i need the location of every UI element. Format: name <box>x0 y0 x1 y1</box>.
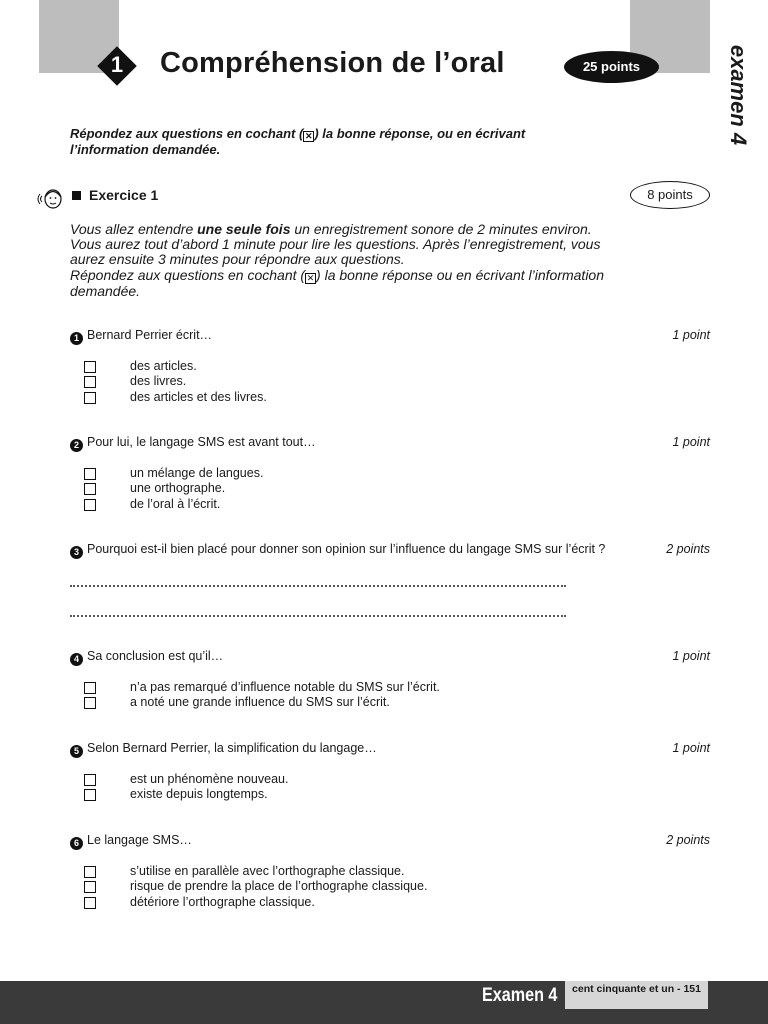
checked-box-icon: ✕ <box>306 272 315 283</box>
question-1 <box>70 328 710 405</box>
option-text: détériore l’orthographe classique. <box>130 894 315 909</box>
question-number: 1 <box>70 332 83 345</box>
answer-option <box>70 466 710 481</box>
answer-option <box>70 359 710 374</box>
answer-checkbox[interactable] <box>84 881 96 893</box>
answer-option <box>70 787 710 802</box>
option-text: un mélange de langues. <box>130 466 264 480</box>
instructions-part1: Répondez aux questions en cochant ( <box>70 126 304 141</box>
option-text: risque de prendre la place de l’orthographe classique. <box>130 879 428 894</box>
exercise-header <box>37 184 717 212</box>
section-number: 1 <box>110 52 124 77</box>
exercise-bullet <box>72 191 81 200</box>
question-points: 1 point <box>672 649 710 663</box>
answer-option <box>70 680 710 695</box>
section-points-badge: 25 points <box>564 51 659 83</box>
intro-line3b: ) la bonne réponse ou en écrivant l’information demandée. <box>70 266 604 299</box>
question-number: 4 <box>70 653 83 666</box>
section-instructions <box>70 126 590 158</box>
question-text: Sa conclusion est qu’il… <box>87 649 224 663</box>
question-2 <box>70 435 710 512</box>
question-text: Pourquoi est-il bien placé pour donner son opinion sur l’influence du langage SMS sur l’écrit ? <box>87 542 606 556</box>
answer-option <box>70 695 710 710</box>
question-points: 1 point <box>672 741 710 755</box>
question-3 <box>70 542 710 558</box>
option-text: une orthographe. <box>130 481 226 496</box>
footer-exam-label: Examen 4 <box>482 985 558 1006</box>
option-text: n’a pas remarqué d’influence notable du SMS sur l’écrit. <box>130 680 440 694</box>
answer-line-2[interactable] <box>70 613 566 617</box>
answer-option <box>70 390 710 405</box>
answer-option <box>70 879 710 894</box>
answer-checkbox[interactable] <box>84 697 96 709</box>
option-text: est un phénomène nouveau. <box>130 772 289 786</box>
intro-c: un enregistrement sonore de 2 minutes environ. <box>290 221 592 237</box>
answer-checkbox[interactable] <box>84 361 96 373</box>
intro-b: une seule fois <box>197 221 291 237</box>
option-text: a noté une grande influence du SMS sur l’écrit. <box>130 695 390 710</box>
answer-option <box>70 864 710 879</box>
headphones-listening-icon <box>37 184 67 212</box>
question-6 <box>70 833 710 910</box>
question-points: 2 points <box>666 542 710 556</box>
instructions-part2: ) la bonne réponse, ou en écrivant l’information demandée. <box>70 126 526 157</box>
answer-option <box>70 481 710 496</box>
intro-a: Vous allez entendre <box>70 221 198 237</box>
answer-option <box>70 374 710 389</box>
answer-checkbox[interactable] <box>84 866 96 878</box>
question-text: Bernard Perrier écrit… <box>87 328 213 342</box>
question-number: 6 <box>70 837 83 850</box>
answer-checkbox[interactable] <box>84 774 96 786</box>
answer-checkbox[interactable] <box>84 376 96 388</box>
answer-checkbox[interactable] <box>84 499 96 511</box>
question-points: 1 point <box>672 435 710 449</box>
question-number: 5 <box>70 745 83 758</box>
exercise-points-badge: 8 points <box>630 181 710 209</box>
answer-checkbox[interactable] <box>84 468 96 480</box>
question-text: Le langage SMS… <box>87 833 192 847</box>
answer-option <box>70 895 710 910</box>
question-points: 2 points <box>666 833 710 847</box>
option-text: s’utilise en parallèle avec l’orthographe classique. <box>130 864 405 878</box>
exercise-intro <box>70 222 630 299</box>
question-text: Pour lui, le langage SMS est avant tout… <box>87 435 316 449</box>
answer-checkbox[interactable] <box>84 789 96 801</box>
option-text: des livres. <box>130 374 187 389</box>
answer-checkbox[interactable] <box>84 392 96 404</box>
option-text: des articles et des livres. <box>130 389 267 404</box>
exercise-title: Exercice 1 <box>89 187 159 203</box>
question-points: 1 point <box>672 328 710 342</box>
answer-line-1[interactable] <box>70 583 566 587</box>
side-exam-label <box>716 44 760 162</box>
question-number: 2 <box>70 439 83 452</box>
option-text: des articles. <box>130 359 197 373</box>
answer-checkbox[interactable] <box>84 682 96 694</box>
option-text: de l’oral à l’écrit. <box>130 496 221 511</box>
answer-option <box>70 497 710 512</box>
checked-box-icon: ✕ <box>305 131 313 141</box>
footer-page-number: cent cinquante et un - 151 <box>565 981 708 1009</box>
question-4 <box>70 649 710 711</box>
option-text: existe depuis longtemps. <box>130 787 268 802</box>
question-5 <box>70 741 710 803</box>
side-exam-label-text: examen 4 <box>726 44 751 146</box>
question-text: Selon Bernard Perrier, la simplification du langage… <box>87 741 377 755</box>
intro-line2: Vous aurez tout d’abord 1 minute pour lire les questions. Après l’enregistrement, vous aurez ensuite 3 minutes pour répondre aux questions. <box>70 236 601 268</box>
question-number: 3 <box>70 546 83 559</box>
section-title: Compréhension de l’oral <box>160 47 505 79</box>
answer-checkbox[interactable] <box>84 483 96 495</box>
answer-checkbox[interactable] <box>84 897 96 909</box>
intro-line3a: Répondez aux questions en cochant ( <box>70 266 306 283</box>
answer-option <box>70 772 710 787</box>
